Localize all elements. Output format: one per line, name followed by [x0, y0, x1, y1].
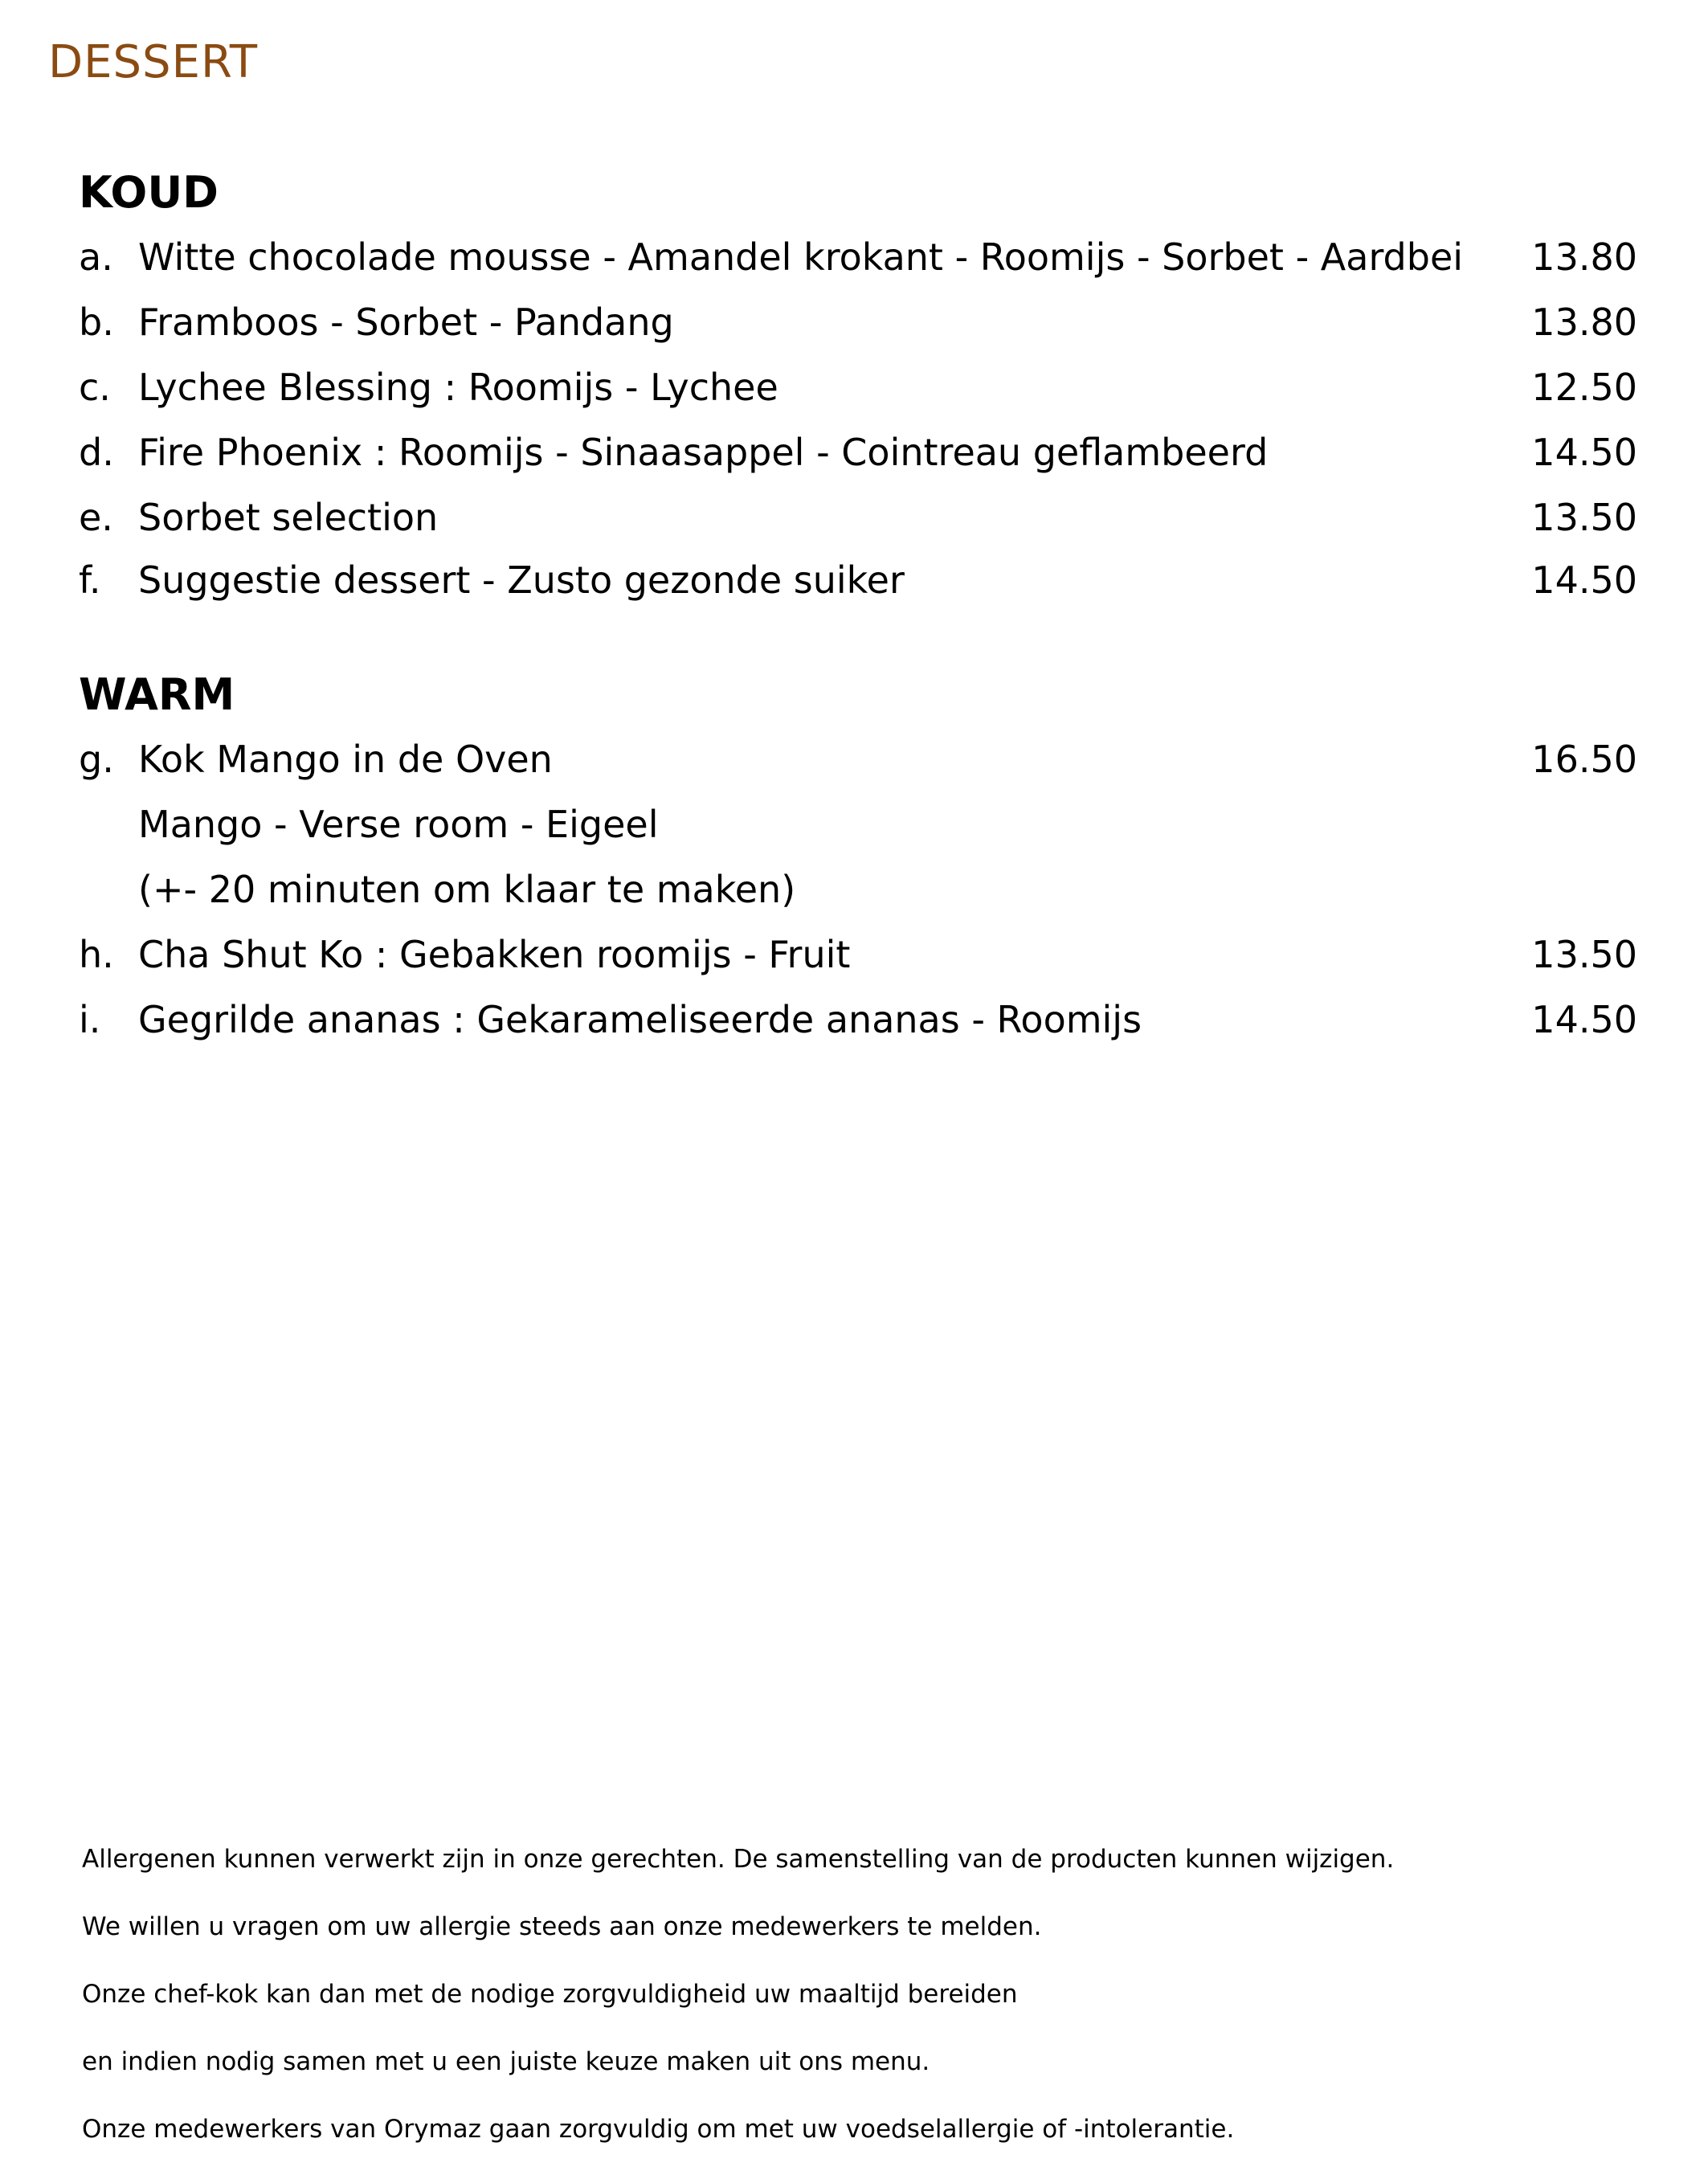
item-price: 13.50 — [1531, 933, 1637, 976]
item-price: 13.80 — [1531, 235, 1637, 279]
item-letter: g. — [79, 738, 114, 781]
allergy-notice — [82, 1826, 1608, 2163]
item-letter: a. — [79, 235, 113, 279]
menu-item — [79, 987, 1637, 1053]
item-letter: e. — [79, 496, 113, 539]
menu-item — [79, 225, 1637, 290]
notice-line: Onze chef-kok kan dan met de nodige zorgvuldigheid uw maaltijd bereiden — [82, 1980, 1018, 2009]
dessert-menu — [79, 161, 1637, 1053]
section-warm — [79, 663, 1637, 1053]
item-price: 14.50 — [1531, 998, 1637, 1041]
item-letter: d. — [79, 431, 114, 474]
item-price: 13.50 — [1531, 496, 1637, 539]
item-name: Sorbet selection — [138, 496, 439, 539]
item-letter: i. — [79, 998, 101, 1041]
item-name: Lychee Blessing : Roomijs - Lychee — [138, 366, 778, 409]
menu-item — [79, 355, 1637, 420]
item-name: Witte chocolade mousse - Amandel krokant - Roomijs - Sorbet - Aardbei — [138, 235, 1464, 279]
menu-item — [79, 550, 1637, 610]
item-detail: Mango - Verse room - Eigeel — [138, 803, 659, 846]
section-title: KOUD — [79, 167, 219, 218]
item-price: 14.50 — [1531, 431, 1637, 474]
item-letter: f. — [79, 558, 101, 602]
notice-line: en indien nodig samen met u een juiste keuze maken uit ons menu. — [82, 2047, 930, 2076]
item-price: 14.50 — [1531, 558, 1637, 602]
notice-line: Onze medewerkers van Orymaz gaan zorgvuldig om met uw voedselallergie of -intolerantie. — [82, 2115, 1235, 2144]
item-name: Cha Shut Ko : Gebakken roomijs - Fruit — [138, 933, 851, 976]
menu-item — [79, 420, 1637, 485]
item-letter: b. — [79, 301, 114, 344]
notice-line: We willen u vragen om uw allergie steeds aan onze medewerkers te melden. — [82, 1912, 1042, 1941]
menu-item — [79, 922, 1637, 987]
item-name: Framboos - Sorbet - Pandang — [138, 301, 674, 344]
item-name: Kok Mango in de Oven — [138, 738, 553, 781]
menu-item — [79, 485, 1637, 550]
item-name: Fire Phoenix : Roomijs - Sinaasappel - Cointreau geflambeerd — [138, 431, 1269, 474]
item-letter: h. — [79, 933, 114, 976]
item-price: 12.50 — [1531, 366, 1637, 409]
menu-item — [79, 290, 1637, 355]
item-name: Suggestie dessert - Zusto gezonde suiker — [138, 558, 905, 602]
section-koud — [79, 161, 1637, 610]
item-detail: (+- 20 minuten om klaar te maken) — [138, 868, 796, 911]
notice-line: Allergenen kunnen verwerkt zijn in onze gerechten. De samenstelling van de producten kunnen wijzigen. — [82, 1845, 1395, 1874]
section-title: WARM — [79, 669, 235, 720]
item-name: Gegrilde ananas : Gekarameliseerde ananas - Roomijs — [138, 998, 1142, 1041]
menu-item — [79, 727, 1637, 792]
item-letter: c. — [79, 366, 111, 409]
item-price: 13.80 — [1531, 301, 1637, 344]
page-title: DESSERT — [48, 36, 259, 88]
item-price: 16.50 — [1531, 738, 1637, 781]
